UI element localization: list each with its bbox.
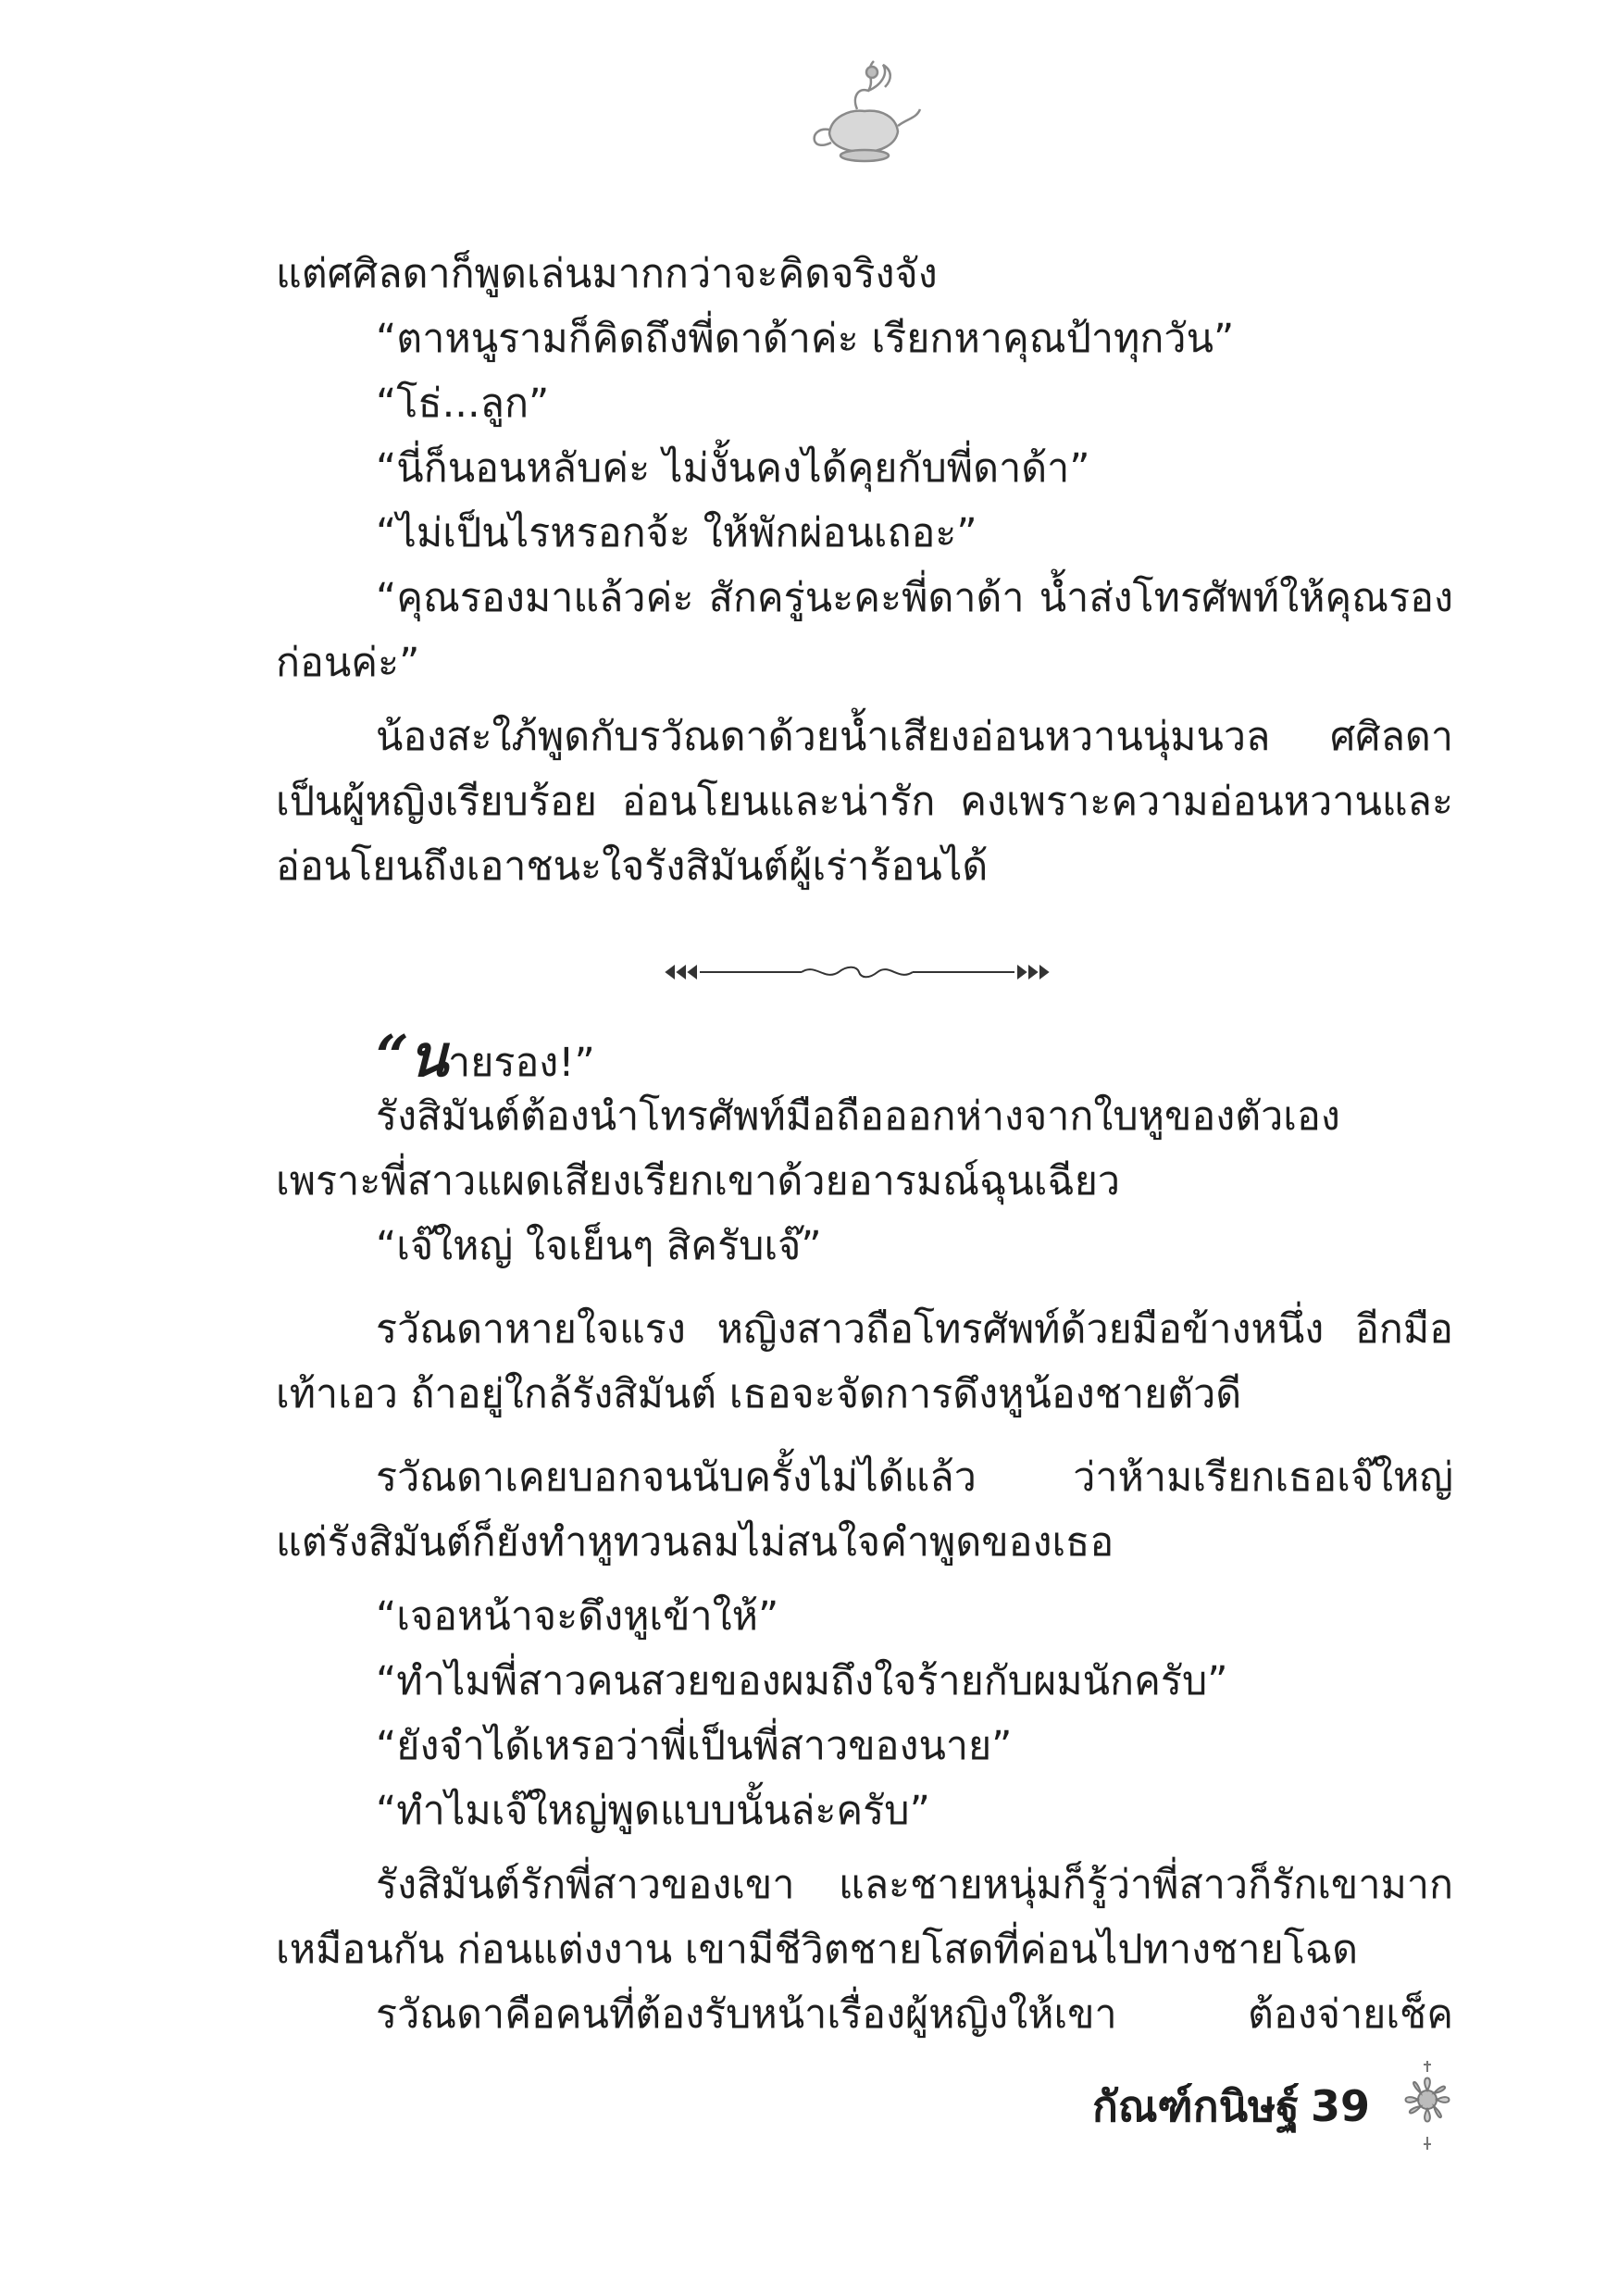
section-first-line <box>376 1024 595 1089</box>
text-line: “ตาหนูรามก็คิดถึงพี่ดาด้าค่ะ เรียกหาคุณป้าทุกวัน” <box>376 316 1235 362</box>
text-line: รวัณดาหายใจแรง หญิงสาวถือโทรศัพท์ด้วยมือข้างหนึ่ง อีกมือ <box>376 1306 1453 1353</box>
text-line: “ทำไมพี่สาวคนสวยของผมถึงใจร้ายกับผมนักครับ” <box>376 1658 1228 1704</box>
text-line: รวัณดาเคยบอกจนนับครั้งไม่ได้แล้ว ว่าห้ามเรียกเธอเจ๊ใหญ่ <box>376 1454 1453 1501</box>
text-line: “เจอหน้าจะดึงหูเข้าให้” <box>376 1593 779 1640</box>
text-line: เท้าเอว ถ้าอยู่ใกล้รังสิมันต์ เธอจะจัดการดึงหูน้องชายตัวดี <box>276 1371 1242 1417</box>
text-line: “ยังจำได้เหรอว่าพี่เป็นพี่สาวของนาย” <box>376 1723 1013 1769</box>
text-line: เพราะพี่สาวแผดเสียงเรียกเขาด้วยอารมณ์ฉุนเฉียว <box>276 1158 1121 1204</box>
text-line: อ่อนโยนถึงเอาชนะใจรังสิมันต์ผู้เร่าร้อนได้ <box>276 843 989 890</box>
text-line: “โธ่...ลูก” <box>376 381 550 427</box>
text-line: รังสิมันต์ต้องนำโทรศัพท์มือถือออกห่างจากใบหูของตัวเอง <box>376 1093 1340 1140</box>
text-line: “คุณรองมาแล้วค่ะ สักครู่นะคะพี่ดาด้า น้ำส่งโทรศัพท์ให้คุณรอง <box>376 575 1453 621</box>
text-line: “ไม่เป็นไรหรอกจ้ะ ให้พักผ่อนเถอะ” <box>376 510 977 556</box>
text-line: ก่อนค่ะ” <box>276 640 420 686</box>
text-line: น้องสะใภ้พูดกับรวัณดาด้วยน้ำเสียงอ่อนหวานนุ่มนวล ศศิลดา <box>376 714 1453 760</box>
text-line: รวัณดาคือคนที่ต้องรับหน้าเรื่องผู้หญิงให้เขา ต้องจ่ายเช็ค <box>376 1991 1453 2038</box>
drop-cap: “น <box>376 1022 449 1090</box>
text-line: เป็นผู้หญิงเรียบร้อย อ่อนโยนและน่ารัก คงเพราะความอ่อนหวานและ <box>276 779 1453 825</box>
text-line: “เจ๊ใหญ่ ใจเย็นๆ สิครับเจ๊” <box>376 1223 822 1269</box>
text-line: “นี่ก็นอนหลับค่ะ ไม่งั้นคงได้คุยกับพี่ดาด้า” <box>376 445 1090 492</box>
page-number: 39 <box>1311 2081 1371 2131</box>
text-line: “ทำไมเจ๊ใหญ่พูดแบบนั้นล่ะครับ” <box>376 1788 930 1834</box>
flower-ornament-icon <box>1390 2053 1464 2155</box>
text-line: แต่รังสิมันต์ก็ยังทำหูทวนลมไม่สนใจคำพูดของเธอ <box>276 1519 1114 1566</box>
text-line: แต่ศศิลดาก็พูดเล่นมากกว่าจะคิดจริงจัง <box>276 251 938 297</box>
text-line: รังสิมันต์รักพี่สาวของเขา และชายหนุ่มก็รู้ว่าพี่สาวก็รักเขามาก <box>376 1862 1453 1908</box>
text-line: เหมือนกัน ก่อนแต่งงาน เขามีชีวิตชายโสดที่ค่อนไปทางชายโฉด <box>276 1927 1358 1973</box>
text-line: ายรอง!” <box>448 1040 595 1086</box>
book-title: กัณฑ์กนิษฐ์ <box>1092 2081 1300 2131</box>
ornamental-divider-icon <box>663 954 1052 991</box>
